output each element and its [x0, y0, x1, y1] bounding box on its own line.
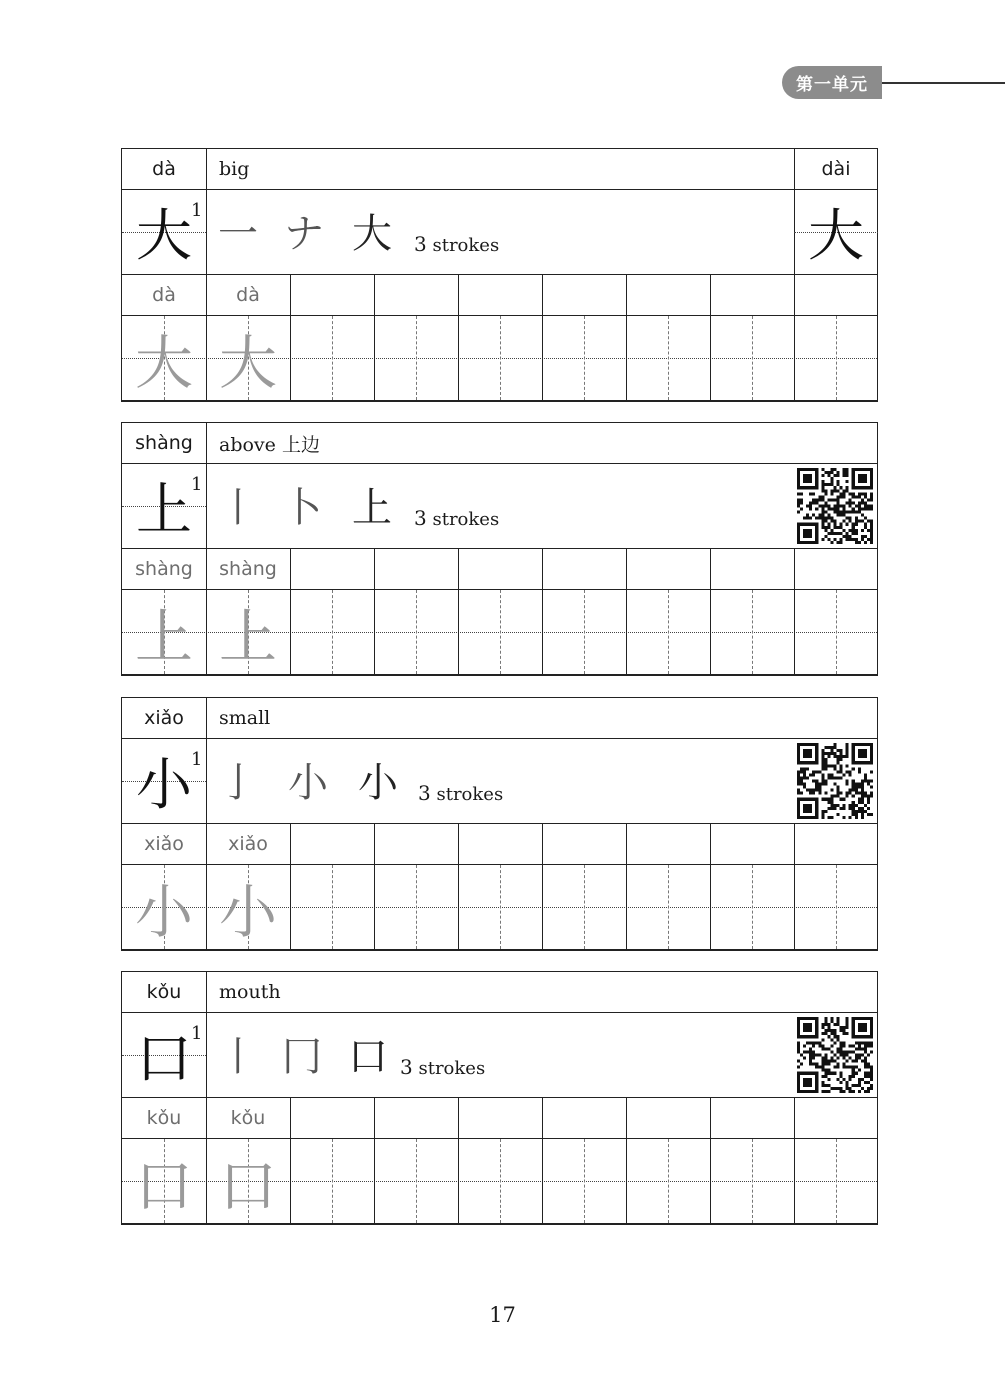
unit-divider — [882, 82, 1005, 84]
trace-character: 口 — [218, 1152, 277, 1220]
pinyin-label: xiǎo — [144, 707, 184, 729]
main-character: 大 — [136, 204, 192, 269]
stroke-count — [400, 1055, 485, 1079]
stroke-count — [414, 232, 499, 256]
stroke-count-word: strokes — [436, 784, 504, 805]
meaning-label: above 上边 — [219, 433, 320, 456]
lesson-block-da — [121, 148, 878, 402]
stroke-count — [418, 781, 503, 805]
practice-pinyin-row — [121, 548, 878, 590]
qr-code-icon[interactable] — [797, 468, 873, 544]
character-row — [121, 739, 878, 823]
character-row — [121, 1013, 878, 1097]
character-row — [121, 190, 878, 274]
practice-pinyin-row — [121, 1097, 878, 1139]
stroke-count-word: strokes — [418, 1058, 486, 1079]
practice-pinyin: kǒu — [230, 1107, 266, 1129]
practice-box[interactable] — [794, 316, 878, 400]
pinyin-row — [121, 422, 878, 464]
main-character: 上 — [136, 478, 192, 543]
meaning-label: mouth — [219, 981, 281, 1003]
extra-character: 大 — [808, 204, 864, 269]
stroke-step-3: 上 — [352, 485, 392, 531]
practice-box[interactable] — [290, 865, 374, 949]
stroke-count-number: 3 — [418, 781, 431, 805]
main-character: 口 — [136, 1027, 192, 1092]
practice-box[interactable] — [542, 590, 626, 674]
practice-box[interactable] — [458, 865, 542, 949]
pinyin-label: shàng — [135, 432, 193, 454]
stroke-step-1: 一 — [218, 211, 258, 257]
practice-pinyin: shàng — [219, 558, 277, 580]
lesson-block-shang — [121, 422, 878, 676]
practice-box[interactable] — [710, 590, 794, 674]
practice-box[interactable] — [458, 316, 542, 400]
stroke-count-number: 3 — [414, 506, 427, 530]
practice-pinyin: dà — [152, 284, 176, 306]
stroke-step-2: ナ — [284, 211, 324, 257]
practice-box[interactable] — [710, 316, 794, 400]
stroke-step-2: 小 — [288, 760, 328, 806]
trace-character: 大 — [134, 329, 193, 397]
unit-title: 第一单元 — [796, 75, 868, 95]
stroke-step-1: 丨 — [218, 485, 258, 531]
character-row — [121, 464, 878, 548]
practice-box[interactable] — [374, 865, 458, 949]
qr-code-icon[interactable] — [797, 1017, 873, 1093]
practice-pinyin-row — [121, 823, 878, 865]
page-number: 17 — [489, 1303, 516, 1327]
trace-character: 口 — [134, 1152, 193, 1220]
practice-grid-row — [121, 316, 878, 402]
practice-box[interactable] — [794, 1139, 878, 1223]
practice-box[interactable] — [626, 1139, 710, 1223]
practice-box[interactable] — [710, 1139, 794, 1223]
stroke-step-1: 丨 — [218, 1034, 258, 1080]
order-number: 1 — [191, 474, 203, 495]
practice-box[interactable] — [794, 865, 878, 949]
trace-character: 小 — [134, 878, 193, 946]
practice-box[interactable] — [542, 316, 626, 400]
stroke-step-3: 小 — [358, 760, 398, 806]
practice-pinyin: dà — [236, 284, 260, 306]
trace-character: 大 — [218, 329, 277, 397]
practice-box[interactable] — [374, 590, 458, 674]
pinyin-row — [121, 697, 878, 739]
pinyin-row — [121, 148, 878, 190]
stroke-step-3: 大 — [352, 211, 392, 257]
practice-box[interactable] — [626, 590, 710, 674]
order-number: 1 — [191, 1023, 203, 1044]
lesson-block-xiao — [121, 697, 878, 951]
pinyin-row — [121, 971, 878, 1013]
stroke-count — [414, 506, 499, 530]
practice-grid-row — [121, 1139, 878, 1225]
practice-box[interactable] — [626, 865, 710, 949]
lesson-block-kou — [121, 971, 878, 1225]
practice-box[interactable] — [374, 1139, 458, 1223]
pinyin-label: dà — [152, 158, 176, 180]
stroke-step-3: 口 — [348, 1034, 388, 1080]
order-number: 1 — [191, 749, 203, 770]
practice-pinyin: shàng — [135, 558, 193, 580]
stroke-step-2: 卜 — [282, 485, 322, 531]
practice-box[interactable] — [710, 865, 794, 949]
trace-character: 上 — [134, 603, 193, 671]
pinyin-label: kǒu — [146, 981, 182, 1003]
practice-pinyin: xiǎo — [228, 833, 268, 855]
practice-box[interactable] — [374, 316, 458, 400]
stroke-count-word: strokes — [432, 509, 500, 530]
practice-box[interactable] — [542, 1139, 626, 1223]
meaning-label: small — [219, 707, 271, 729]
qr-code-icon[interactable] — [797, 743, 873, 819]
trace-character: 小 — [218, 878, 277, 946]
practice-pinyin: kǒu — [146, 1107, 182, 1129]
practice-box[interactable] — [290, 316, 374, 400]
practice-box[interactable] — [458, 1139, 542, 1223]
unit-tab — [782, 66, 882, 99]
stroke-step-2: 冂 — [282, 1034, 322, 1080]
practice-box[interactable] — [290, 1139, 374, 1223]
practice-grid-row — [121, 865, 878, 951]
practice-grid-row — [121, 590, 878, 676]
extra-pinyin-label: dài — [821, 158, 851, 180]
stroke-count-word: strokes — [432, 235, 500, 256]
practice-pinyin-row — [121, 274, 878, 316]
stroke-step-1: 亅 — [218, 760, 258, 806]
practice-pinyin: xiǎo — [144, 833, 184, 855]
practice-box[interactable] — [458, 590, 542, 674]
practice-box[interactable] — [626, 316, 710, 400]
practice-box[interactable] — [542, 865, 626, 949]
main-character: 小 — [136, 753, 192, 818]
practice-box[interactable] — [290, 590, 374, 674]
practice-box[interactable] — [794, 590, 878, 674]
stroke-count-number: 3 — [414, 232, 427, 256]
trace-character: 上 — [218, 603, 277, 671]
stroke-count-number: 3 — [400, 1055, 413, 1079]
meaning-label: big — [219, 158, 250, 180]
order-number: 1 — [191, 200, 203, 221]
